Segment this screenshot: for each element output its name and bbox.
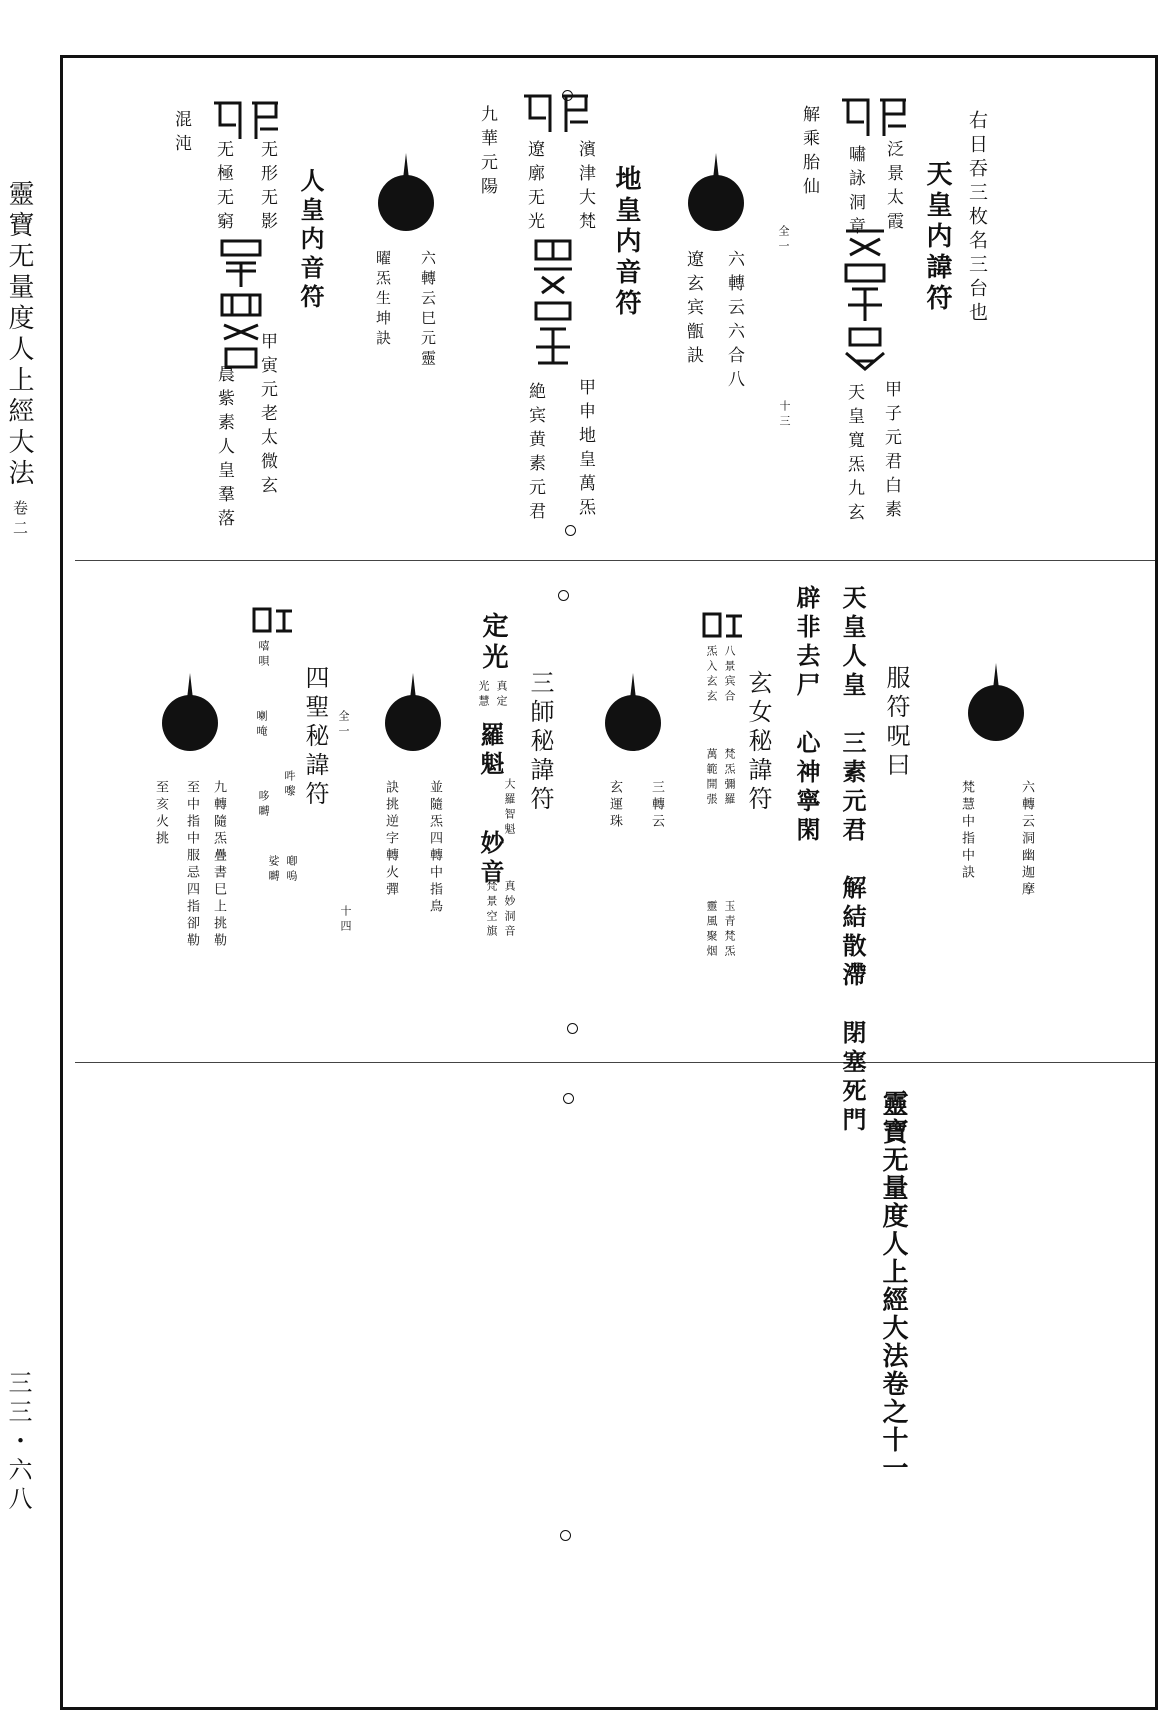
spell-line-4: 曜炁生坤訣 bbox=[374, 250, 392, 350]
talisman-head-1 bbox=[838, 92, 910, 142]
spell-line-10: 訣挑逆字轉火彈 bbox=[383, 780, 398, 899]
label-laan: 喇唵 bbox=[255, 710, 268, 740]
black-dot-2 bbox=[378, 175, 434, 231]
black-dot-4 bbox=[605, 695, 661, 751]
label-zhending: 真定 bbox=[495, 680, 508, 710]
talisman-tianhuang bbox=[842, 225, 888, 375]
glyph-line-10: 八景宾合 bbox=[723, 645, 736, 705]
glyph-line-8: 无極无窮 bbox=[213, 140, 233, 236]
intro-text: 右日吞三枚名三台也 bbox=[966, 110, 988, 326]
label-hongli: 吽嚟 bbox=[283, 770, 296, 800]
label-zhenmiao: 真妙洞音 bbox=[503, 880, 516, 940]
verse-line-1: 天皇人皇 三素元君 解結散滯 閉塞死門 bbox=[838, 585, 867, 1136]
label-fanjing: 梵景空旗 bbox=[485, 880, 498, 940]
spell-line-3: 六轉云巳元靈 bbox=[419, 250, 437, 370]
small-mark-3: 全一 bbox=[337, 710, 350, 740]
heading-dihuang: 地皇内音符 bbox=[611, 165, 641, 320]
glyph-line-7: 无形无影 bbox=[257, 140, 277, 236]
heading-sisheng: 四聖秘諱符 bbox=[301, 665, 329, 810]
talisman-sisheng bbox=[250, 605, 296, 635]
glyph-line-13: 萬範開張 bbox=[705, 748, 718, 808]
note-line-2: 天皇寬炁九玄 bbox=[844, 383, 864, 527]
heading-incantation: 服符呪曰 bbox=[882, 665, 910, 781]
circle-mark-2 bbox=[565, 525, 576, 536]
label-daluozhikui: 大羅智魁 bbox=[503, 778, 516, 838]
label-duofu: 哆嚩 bbox=[257, 790, 270, 820]
spell-line-9: 並隨炁四轉中指鳥 bbox=[427, 780, 442, 916]
glyph-line-12: 梵炁彌羅 bbox=[723, 748, 736, 808]
glyph-line-1: 泛景太霞 bbox=[883, 140, 903, 236]
circle-mark-3 bbox=[558, 590, 569, 601]
small-mark-4: 十四 bbox=[339, 905, 352, 935]
talisman-head-2 bbox=[520, 88, 592, 138]
heading-tianhuang: 天皇内諱符 bbox=[922, 160, 952, 315]
spell-line-13: 至亥火挑 bbox=[153, 780, 168, 848]
black-dot-3 bbox=[968, 685, 1024, 741]
margin-page-number: 三三・六八 bbox=[4, 1370, 32, 1515]
glyph-line-11: 炁入玄玄 bbox=[705, 645, 718, 705]
label-dingguang: 定光 bbox=[478, 612, 508, 674]
glyph-line-15: 靈風聚烟 bbox=[705, 900, 718, 960]
margin-volume: 卷二 bbox=[11, 500, 29, 540]
section-divider-2 bbox=[75, 1062, 1155, 1063]
label-luokui: 羅魁 bbox=[476, 722, 505, 780]
black-dot-5 bbox=[385, 695, 441, 751]
note-line-5: 甲寅元老太微玄 bbox=[257, 332, 277, 500]
spell-line-1: 六轉云六合八 bbox=[724, 250, 744, 394]
heading-renhuang: 人皇内音符 bbox=[296, 168, 325, 313]
spell-line-7: 三轉云 bbox=[649, 780, 664, 831]
glyph-line-3: 解乘胎仙 bbox=[799, 105, 819, 201]
black-dot-1 bbox=[688, 175, 744, 231]
label-guanghui: 光慧 bbox=[477, 680, 490, 710]
small-mark-1: 全一 bbox=[777, 225, 790, 255]
note-line-1: 甲子元君白素 bbox=[881, 380, 901, 524]
spell-line-8: 玄運珠 bbox=[607, 780, 622, 831]
label-jiwu: 喞嗚 bbox=[285, 855, 298, 885]
margin-title: 靈寶无量度人上經大法 bbox=[4, 180, 34, 490]
glyph-line-2: 嘯詠洞章 bbox=[845, 145, 865, 241]
glyph-line-5: 遼廓无光 bbox=[524, 140, 544, 236]
black-dot-6 bbox=[162, 695, 218, 751]
label-xibei: 嘻唄 bbox=[257, 640, 270, 670]
circle-mark-6 bbox=[560, 1530, 571, 1541]
glyph-line-9: 混沌 bbox=[171, 110, 191, 158]
label-miaoyin: 妙音 bbox=[476, 830, 505, 888]
circle-mark-5 bbox=[563, 1093, 574, 1104]
glyph-line-14: 玉青梵炁 bbox=[723, 900, 736, 960]
section-divider-1 bbox=[75, 560, 1155, 561]
end-title: 靈寶无量度人上經大法卷之十一 bbox=[878, 1090, 908, 1482]
small-mark-2: 十三 bbox=[778, 400, 791, 430]
talisman-dihuang bbox=[530, 235, 576, 370]
heading-sanshi: 三師秘諱符 bbox=[526, 670, 554, 815]
note-line-3: 甲申地皇萬炁 bbox=[575, 378, 595, 522]
verse-line-2: 辟非去尸 心神寧閑 bbox=[792, 585, 821, 846]
spell-line-5: 六轉云洞幽迦摩 bbox=[1019, 780, 1034, 899]
note-line-6: 晨紫素人皇羣落 bbox=[214, 365, 234, 533]
glyph-line-6: 九華元陽 bbox=[477, 105, 497, 201]
spell-line-12: 至中指中服忌四指卻勒 bbox=[184, 780, 199, 950]
spell-line-11: 九轉隨炁疊書巳上挑勒 bbox=[211, 780, 226, 950]
note-line-4: 絶宾黄素元君 bbox=[525, 382, 545, 526]
spell-line-6: 梵慧中指中訣 bbox=[959, 780, 974, 882]
talisman-head-3 bbox=[210, 95, 282, 145]
glyph-line-4: 濱津大梵 bbox=[575, 140, 595, 236]
label-suopo: 娑嚩 bbox=[267, 855, 280, 885]
talisman-xuannu bbox=[700, 610, 746, 640]
spell-line-2: 遼玄宾甑訣 bbox=[683, 250, 703, 370]
heading-xuannu: 玄女秘諱符 bbox=[744, 670, 772, 815]
circle-mark-4 bbox=[567, 1023, 578, 1034]
